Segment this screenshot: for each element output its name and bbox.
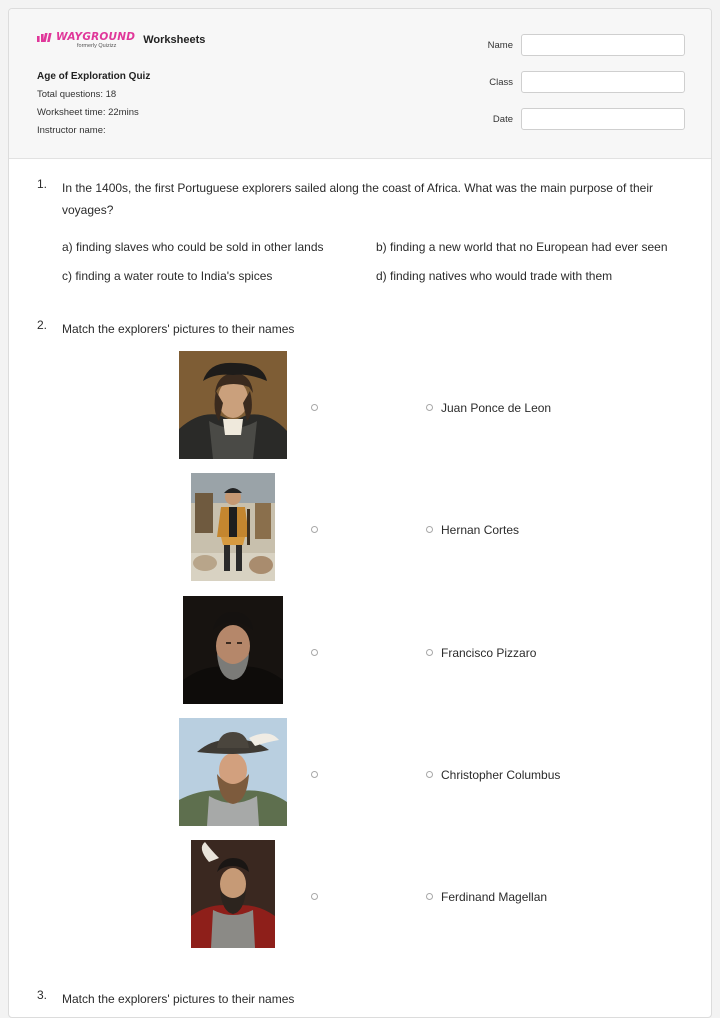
option-d[interactable]: d) finding natives who would trade with them [376, 269, 613, 283]
class-input[interactable] [521, 71, 685, 93]
match-dot-right-4[interactable] [426, 771, 433, 778]
match-dot-left-4[interactable] [311, 771, 318, 778]
question-text: In the 1400s, the first Portuguese explorers sailed along the coast of Africa. What was the main purpose of their voyages? [62, 181, 653, 217]
instructor-name: Instructor name: [37, 125, 106, 136]
explorer-portrait-5[interactable] [191, 840, 275, 948]
match-dot-right-1[interactable] [426, 404, 433, 411]
match-dot-right-2[interactable] [426, 526, 433, 533]
date-label: Date [492, 113, 513, 125]
logo-wordmark: WAYGROUND [56, 31, 136, 43]
brand-logo [37, 31, 135, 49]
question-number: 1. [37, 177, 48, 191]
match-dot-left-2[interactable] [311, 526, 318, 533]
question-number: 3. [37, 988, 48, 1002]
quiz-title: Age of Exploration Quiz [37, 71, 151, 82]
brand-title: Worksheets [143, 34, 206, 46]
option-a[interactable]: a) finding slaves who could be sold in other lands [62, 240, 324, 254]
name-input[interactable] [521, 34, 685, 56]
question-text: Match the explorers' pictures to their names [62, 322, 295, 336]
explorer-portrait-2[interactable] [191, 473, 275, 581]
match-dot-right-3[interactable] [426, 649, 433, 656]
name-field-row [479, 34, 685, 56]
match-dot-left-1[interactable] [311, 404, 318, 411]
explorer-name-5: Ferdinand Magellan [441, 890, 548, 904]
match-dot-right-5[interactable] [426, 893, 433, 900]
explorer-name-2: Hernan Cortes [441, 523, 520, 537]
explorer-name-1: Juan Ponce de Leon [441, 401, 552, 415]
class-field-row [479, 71, 685, 93]
explorer-name-3: Francisco Pizzaro [441, 646, 537, 660]
worksheet-time: Worksheet time: 22mins [37, 107, 139, 118]
class-label: Class [489, 76, 513, 88]
question-number: 2. [37, 318, 48, 332]
logo-subtitle: formerly Quizizz [77, 43, 117, 49]
total-questions: Total questions: 18 [37, 89, 117, 100]
option-b[interactable]: b) finding a new world that no European had ever seen [376, 240, 668, 254]
explorer-portrait-4[interactable] [179, 718, 287, 826]
explorer-name-4: Christopher Columbus [441, 768, 561, 782]
worksheet-header [9, 9, 712, 159]
date-input[interactable] [521, 108, 685, 130]
match-dot-left-5[interactable] [311, 893, 318, 900]
quiz-meta [37, 68, 150, 140]
explorer-portrait-1[interactable] [179, 351, 287, 459]
name-label: Name [487, 39, 513, 51]
brand [37, 31, 205, 49]
explorer-portrait-3[interactable] [183, 596, 283, 704]
date-field-row [479, 108, 685, 130]
option-c[interactable]: c) finding a water route to India's spices [62, 269, 273, 283]
match-dot-left-3[interactable] [311, 649, 318, 656]
worksheet-page [8, 8, 712, 1018]
logo-mark-icon [37, 33, 53, 42]
question-text: Match the explorers' pictures to their names [62, 992, 295, 1006]
student-fields [479, 34, 685, 145]
